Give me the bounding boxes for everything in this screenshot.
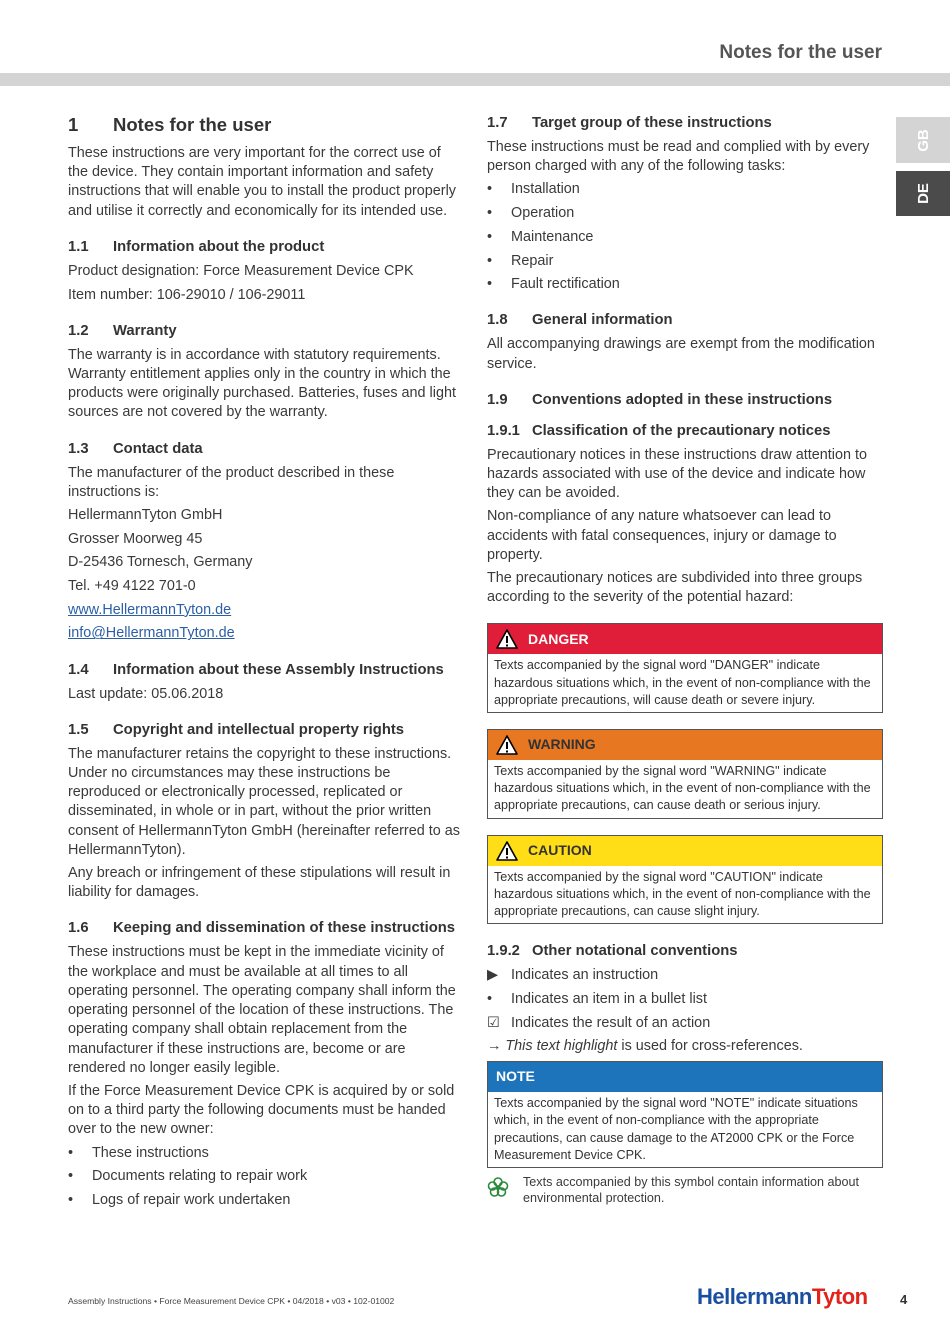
danger-label: DANGER xyxy=(528,630,589,647)
section-1-6-heading xyxy=(68,919,464,938)
conventions-list xyxy=(487,966,883,1033)
page-header-title: Notes for the user xyxy=(719,42,882,63)
left-column xyxy=(68,114,464,1215)
section-number: 1.9 xyxy=(487,391,508,408)
section-number: 1.1 xyxy=(68,238,89,255)
danger-notice xyxy=(487,623,883,713)
breach-text: Any breach or infringement of these stipulations will result in liability for damages. xyxy=(68,865,451,901)
lang-tab-gb[interactable] xyxy=(896,117,950,163)
lang-tab-gb-label: GB xyxy=(914,128,932,152)
section-1-9-2-heading xyxy=(487,942,883,961)
section-number: 1 xyxy=(68,114,79,135)
list-item: ▶ Indicates an instruction xyxy=(487,966,883,985)
section-number: 1.5 xyxy=(68,721,89,738)
play-icon: ▶ xyxy=(487,967,499,984)
contact-street: Grosser Moorweg 45 xyxy=(68,530,203,547)
section-1-4-heading xyxy=(68,661,464,680)
section-number: 1.8 xyxy=(487,312,508,329)
warning-triangle-icon xyxy=(496,735,518,755)
list-item: • Indicates an item in a bullet list xyxy=(487,990,883,1009)
caution-label: CAUTION xyxy=(528,842,592,859)
last-update: Last update: 05.06.2018 xyxy=(68,685,224,702)
note-label: NOTE xyxy=(496,1068,535,1085)
note-notice xyxy=(487,1061,883,1168)
contact-intro: The manufacturer of the product described in these instructions is: xyxy=(68,464,395,500)
list-item: • Repair xyxy=(487,252,554,269)
section-1-9-heading xyxy=(487,391,883,410)
general-info-text: All accompanying drawings are exempt from the modification service. xyxy=(487,336,875,372)
warranty-text: The warranty is in accordance with statutory requirements. Warranty entitlement applies only in the country in which the products were originally purchased. Batteries, fuses and light sources are not covered by the warranty. xyxy=(68,346,456,421)
section-1-heading xyxy=(68,114,464,136)
classification-p2: Non-compliance of any nature whatsoever can lead to accidents with fatal consequences, injury or damage to property. xyxy=(487,508,837,563)
section-number: 1.4 xyxy=(68,661,89,678)
warning-notice xyxy=(487,729,883,819)
list-item: • Fault rectification xyxy=(487,276,620,293)
item-number: Item number: 106-29010 / 106-29011 xyxy=(68,286,306,303)
email-link[interactable]: info@HellermannTyton.de xyxy=(68,625,235,642)
section-title: General information xyxy=(532,312,673,329)
list-item: • Maintenance xyxy=(487,228,594,245)
bullet-icon: • xyxy=(487,990,493,1007)
environment-flower-icon xyxy=(487,1174,523,1206)
page-number: 4 xyxy=(900,1292,908,1307)
section-number: 1.9.2 xyxy=(487,943,520,960)
section-title: Notes for the user xyxy=(113,114,272,135)
warning-label: WARNING xyxy=(528,736,596,753)
note-text: Texts accompanied by the signal word "NOTE" indicate situations which, in the event of non-compliance with the appropriate precautions, can cause damage to the AT2000 CPK or the Force Measurement Device CPK. xyxy=(494,1096,858,1162)
section-number: 1.6 xyxy=(68,920,89,937)
section-title: Information about the product xyxy=(113,238,325,255)
contact-phone: Tel. +49 4122 701-0 xyxy=(68,578,196,595)
warning-triangle-icon xyxy=(496,841,518,861)
environment-note xyxy=(487,1174,883,1206)
section-title: Classification of the precautionary notices xyxy=(532,422,831,439)
website-link[interactable]: www.HellermannTyton.de xyxy=(68,601,232,618)
hellermanntyton-logo: HellermannTyton xyxy=(697,1284,868,1309)
right-column xyxy=(487,114,883,1206)
lang-tab-de[interactable] xyxy=(896,171,950,216)
footer-text: Assembly Instructions • Force Measurement Device CPK • 04/2018 • v03 • 102-01002 xyxy=(68,1296,395,1306)
section-title: Copyright and intellectual property rights xyxy=(113,721,405,738)
warning-triangle-icon xyxy=(496,629,518,649)
list-item: • Documents relating to repair work xyxy=(68,1168,308,1185)
product-designation: Product designation: Force Measurement Device CPK xyxy=(68,262,414,279)
section-1-8-heading xyxy=(487,311,883,330)
list-item: • Installation xyxy=(487,181,580,198)
list-item: ☑ Indicates the result of an action xyxy=(487,1014,883,1033)
classification-p1: Precautionary notices in these instructions draw attention to hazards associated with use of the device and indicate how they can be avoided. xyxy=(487,446,867,502)
section-1-2-heading xyxy=(68,322,464,341)
section-title: Target group of these instructions xyxy=(532,115,772,131)
section-title: Contact data xyxy=(113,440,203,457)
section-1-9-1-heading xyxy=(487,422,883,441)
section-1-3-heading xyxy=(68,440,464,459)
tasks-list xyxy=(487,180,883,294)
caution-notice xyxy=(487,835,883,925)
list-item: • These instructions xyxy=(68,1144,209,1161)
cross-reference-line: → This text highlight is used for cross-references. xyxy=(487,1038,803,1055)
lang-tab-de-label: DE xyxy=(914,183,932,204)
arrow-right-icon: → xyxy=(487,1038,502,1055)
documents-list xyxy=(68,1144,464,1211)
classification-p3: The precautionary notices are subdivided into three groups according to the severity of the potential hazard: xyxy=(487,570,863,606)
section-1-1-heading xyxy=(68,238,464,257)
section-title: Conventions adopted in these instructions xyxy=(532,391,833,408)
caution-text: Texts accompanied by the signal word "CAUTION" indicate hazardous situations which, in the event of non-compliance with the appropriate precautions, can cause slight injury. xyxy=(494,869,871,919)
section-title: Information about these Assembly Instructions xyxy=(113,661,444,678)
list-item: • Logs of repair work undertaken xyxy=(68,1191,291,1208)
intro-text: These instructions are very important for the correct use of the device. They contain important information and safety instructions that will enable you to install the product properly and utilise it correctly and economically for its intended use. xyxy=(68,145,456,219)
copyright-text: The manufacturer retains the copyright to these instructions. Under no circumstances may these instructions be reproduced or electronically processed, replicated or disseminated, in whole or in part, without the prior written consent of HellermannTyton GmbH (hereinafter referred to as HellermannTyton). xyxy=(68,745,460,858)
section-1-7-heading xyxy=(487,114,883,133)
section-number: 1.3 xyxy=(68,440,89,457)
environment-text: Texts accompanied by this symbol contain information about environmental protection. xyxy=(523,1174,860,1205)
keeping-text: These instructions must be kept in the immediate vicinity of the workplace and must be available at all times to all operating personnel. The operating company shall inform the operating personnel of the location of these instructions. The operating company shall obtain replacement from the manufacturer if these instructions are, become or are rendered no longer easily legible. xyxy=(68,944,456,1076)
dissemination-text: If the Force Measurement Device CPK is acquired by or sold on to a third party the following documents must be handed over to the new owner: xyxy=(68,1082,455,1138)
header-bar xyxy=(0,73,950,86)
section-1-5-heading xyxy=(68,721,464,740)
checkbox-icon: ☑ xyxy=(487,1014,500,1031)
contact-city: D-25436 Tornesch, Germany xyxy=(68,554,253,571)
section-number: 1.9.1 xyxy=(487,422,520,439)
target-group-text: These instructions must be read and complied with by every person charged with any of the following tasks: xyxy=(487,139,870,175)
section-title: Keeping and dissemination of these instructions xyxy=(113,920,456,937)
section-number: 1.2 xyxy=(68,322,89,339)
danger-text: Texts accompanied by the signal word "DANGER" indicate hazardous situations which, in the event of non-compliance with the appropriate precautions, will cause death or severe injury. xyxy=(494,658,871,707)
contact-company: HellermannTyton GmbH xyxy=(68,506,223,523)
section-title: Other notational conventions xyxy=(532,943,738,960)
list-item: • Operation xyxy=(487,205,575,222)
section-number: 1.7 xyxy=(487,115,508,131)
warning-text: Texts accompanied by the signal word "WARNING" indicate hazardous situations which, in the event of non-compliance with the appropriate precautions, can cause death or serious injury. xyxy=(494,764,871,813)
section-title: Warranty xyxy=(113,322,177,339)
